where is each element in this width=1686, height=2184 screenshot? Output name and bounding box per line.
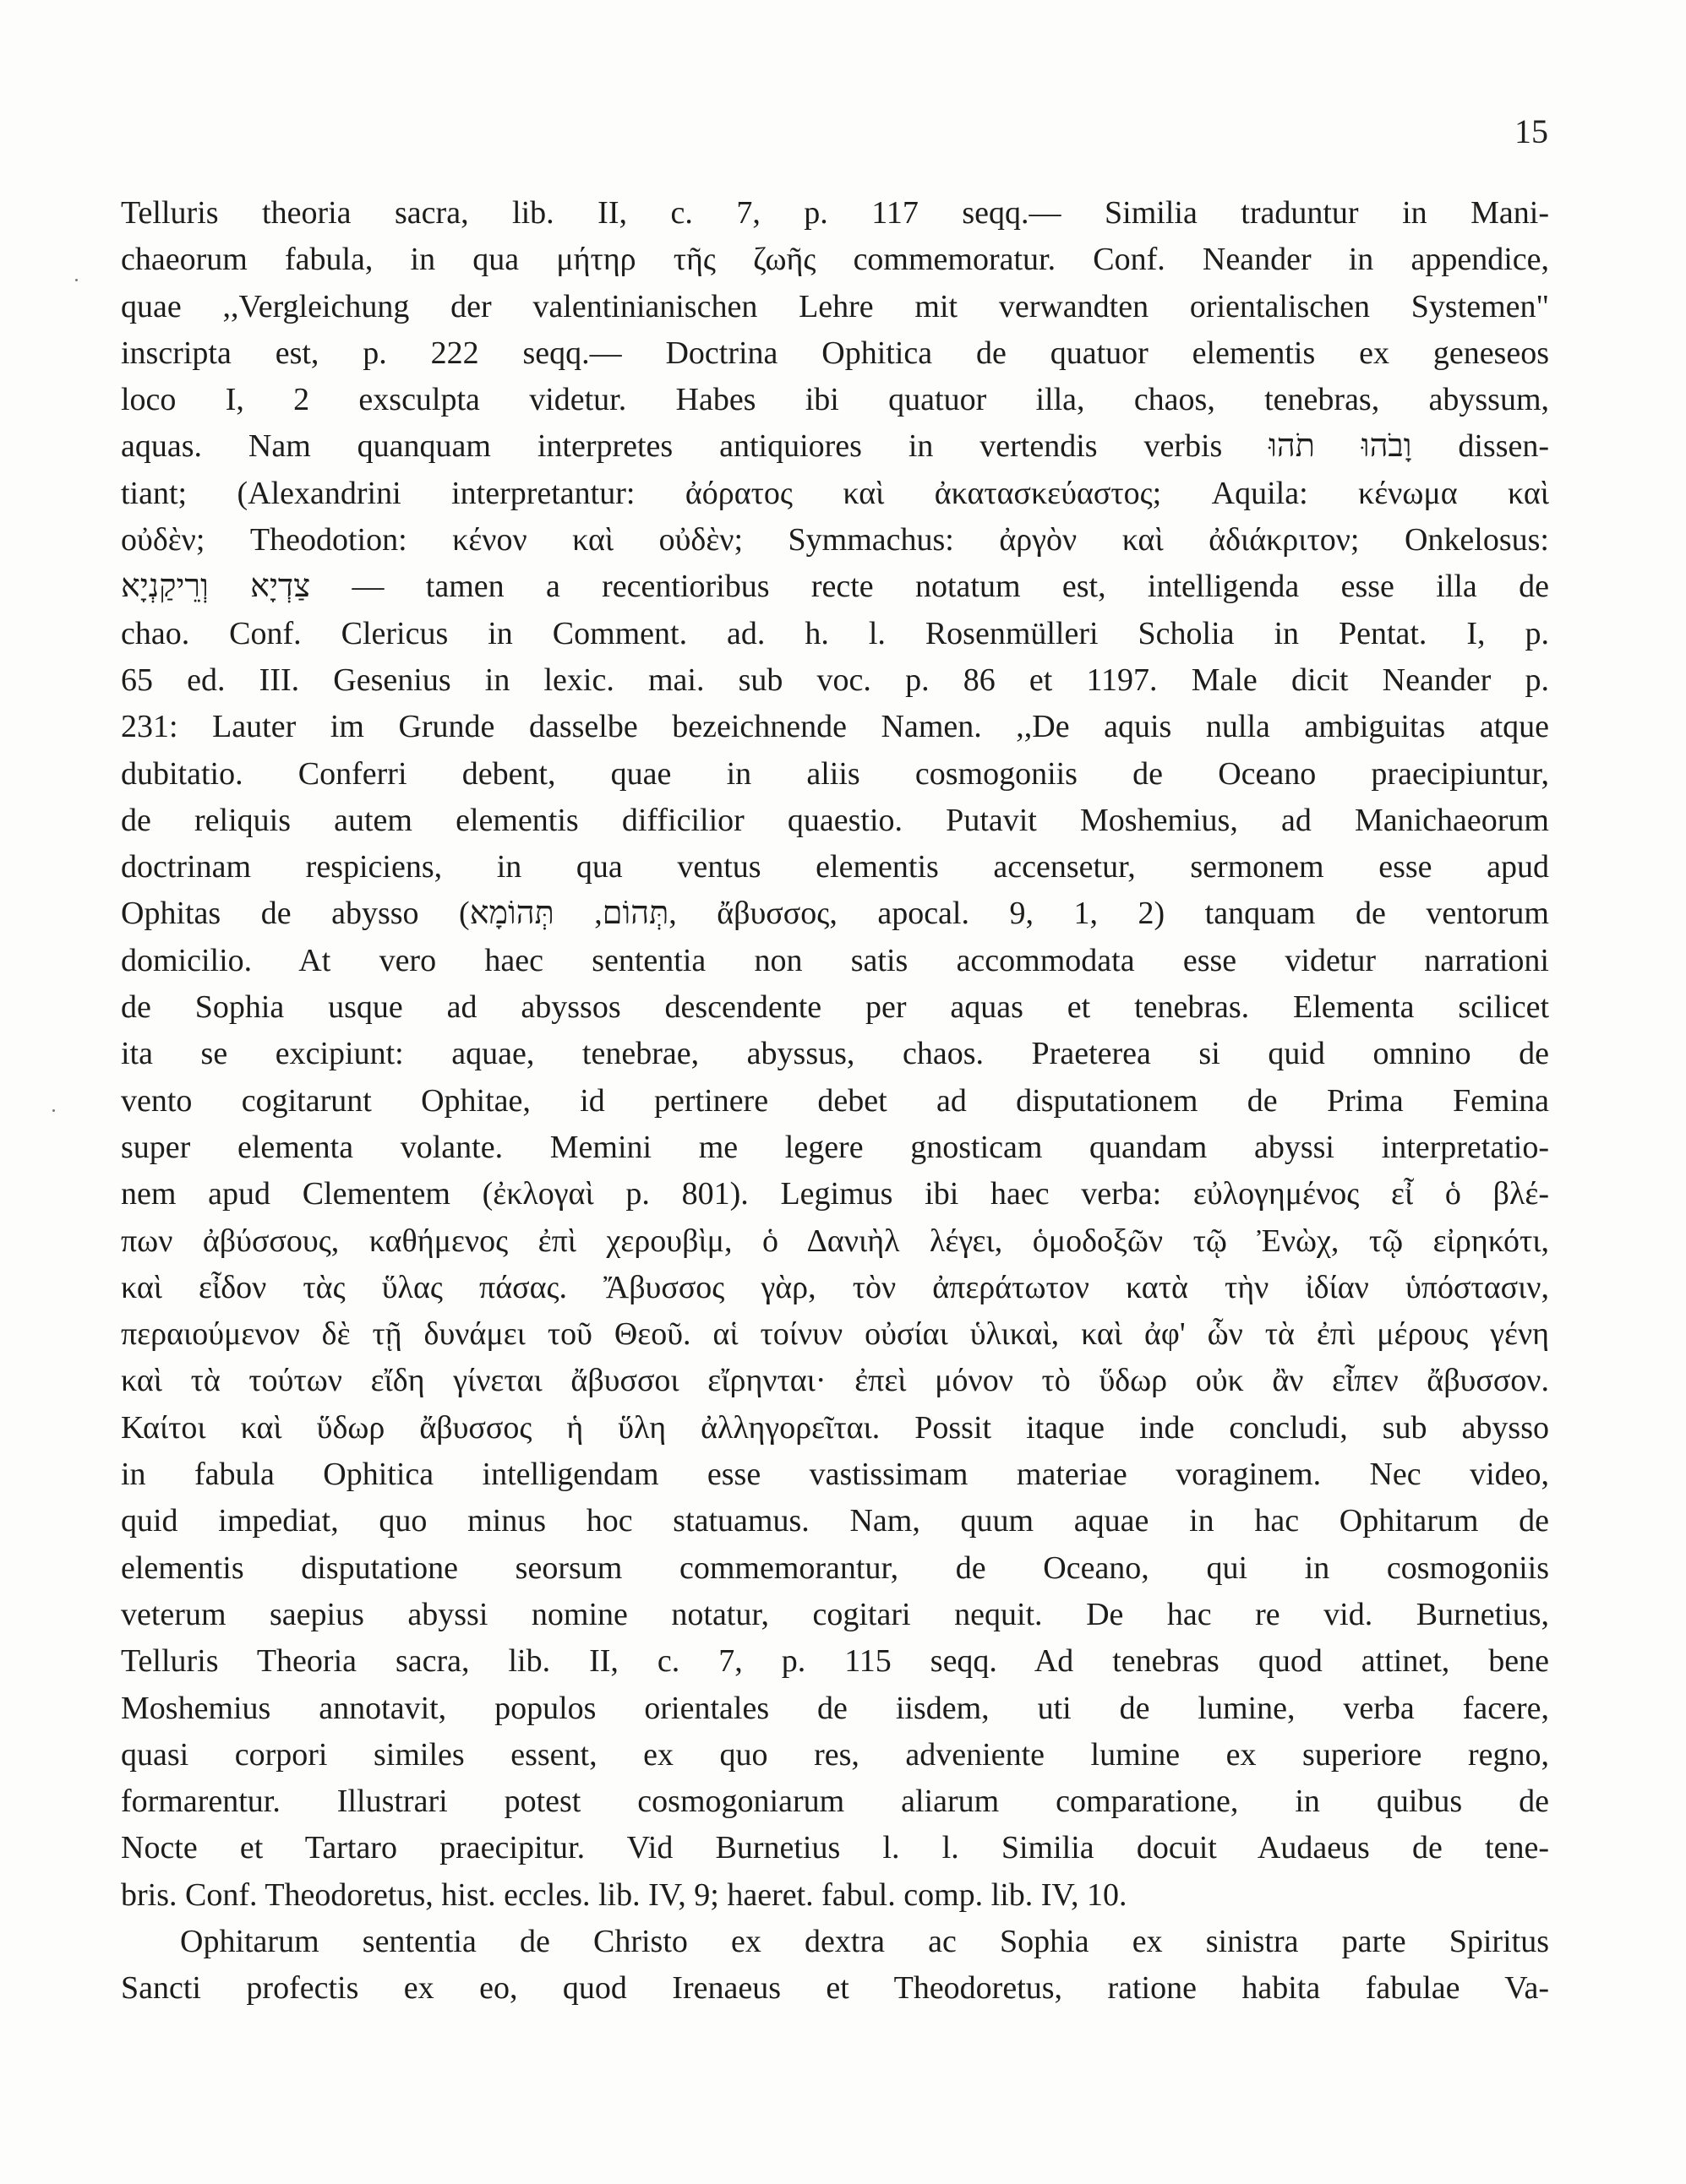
text-line: 65 ed. III. Gesenius in lexic. mai. sub voc. p. 86 et 1197. Male dicit Neander p. (121, 662, 1549, 698)
text-line: quasi corpori similes essent, ex quo res, adveniente lumine ex superiore regno, (121, 1736, 1549, 1773)
text-line: ita se excipiunt: aquae, tenebrae, abyssus, chaos. Praeterea si quid omnino de (121, 1036, 1549, 1072)
text-line: quid impediat, quo minus hoc statuamus. Nam, quum aquae in hac Ophitarum de (121, 1503, 1549, 1539)
text-line: elementis disputatione seorsum commemorantur, de Oceano, qui in cosmogoniis (121, 1549, 1549, 1586)
body-text (121, 190, 1549, 2012)
text-line: καὶ εἶδον τὰς ὕλας πάσας. Ἄβυσσος γὰρ, τὸν ἀπεράτωτον κατὰ τὴν ἰδίαν ὑπόστασιν, (121, 1269, 1549, 1305)
page-number: 15 (1514, 112, 1548, 150)
paper-speck (52, 1109, 55, 1112)
text-line: tiant; (Alexandrini interpretantur: ἀόρατος καὶ ἀκατασκεύαστος; Aquila: κένωμα καὶ (121, 475, 1549, 511)
text-line: οὐδὲν; Theodotion: κένον καὶ οὐδὲν; Symmachus: ἀργὸν καὶ ἀδιάκριτον; Onkelosus: (121, 522, 1549, 558)
text-line: Sancti profectis ex eo, quod Irenaeus et Theodoretus, ratione habita fabulae Va- (121, 1970, 1549, 2007)
text-line: veterum saepius abyssi nomine notatur, cogitari nequit. De hac re vid. Burnetius, (121, 1596, 1549, 1632)
text-line: loco I, 2 exsculpta videtur. Habes ibi quatuor illa, chaos, tenebras, abyssum, (121, 382, 1549, 418)
text-line: πων ἀβύσσους, καθήμενος ἐπὶ χερουβὶμ, ὁ Δανιὴλ λέγει, ὁμοδοξῶν τῷ Ἐνὼχ, τῷ εἰρηκότι, (121, 1223, 1549, 1259)
text-line: Καίτοι καὶ ὕδωρ ἄβυσσος ἡ ὕλη ἀλληγορεῖται. Possit itaque inde concludi, sub abysso (121, 1409, 1549, 1446)
text-line: inscripta est, p. 222 seqq.— Doctrina Ophitica de quatuor elementis ex geneseos (121, 335, 1549, 371)
text-line: de reliquis autem elementis difficilior quaestio. Putavit Moshemius, ad Manichaeorum (121, 802, 1549, 838)
text-line: Ophitarum sententia de Christo ex dextra ac Sophia ex sinistra parte Spiritus (180, 1923, 1549, 1959)
text-line: formarentur. Illustrari potest cosmogoniarum aliarum comparatione, in quibus de (121, 1784, 1549, 1820)
text-line: chao. Conf. Clericus in Comment. ad. h. l. Rosenmülleri Scholia in Pentat. I, p. (121, 615, 1549, 651)
text-line: de Sophia usque ad abyssos descendente per aquas et tenebras. Elementa scilicet (121, 989, 1549, 1026)
text-line: chaeorum fabula, in qua μήτηρ τῆς ζωῆς commemoratur. Conf. Neander in appendice, (121, 242, 1549, 278)
text-line: domicilio. At vero haec sententia non satis accommodata esse videtur narrationi (121, 942, 1549, 978)
text-line: Nocte et Tartaro praecipitur. Vid Burnetius l. l. Similia docuit Audaeus de tene- (121, 1830, 1549, 1866)
text-line: bris. Conf. Theodoretus, hist. eccles. lib. IV, 9; haeret. fabul. comp. lib. IV, 10. (121, 1876, 1127, 1913)
text-line: quae ,,Vergleichung der valentinianischen Lehre mit verwandten orientalischen Systemen" (121, 288, 1549, 324)
text-line: Moshemius annotavit, populos orientales de iisdem, uti de lumine, verba facere, (121, 1690, 1549, 1726)
text-line: vento cogitarunt Ophitae, id pertinere debet ad disputationem de Prima Femina (121, 1082, 1549, 1119)
text-line: Telluris Theoria sacra, lib. II, c. 7, p. 115 seqq. Ad tenebras quod attinet, bene (121, 1643, 1549, 1680)
text-line: καὶ τὰ τούτων εἴδη γίνεται ἄβυσσοι εἴρηνται· ἐπεὶ μόνον τὸ ὕδωρ οὐκ ἂν εἶπεν ἄβυσσον. (121, 1363, 1549, 1399)
text-line: Telluris theoria sacra, lib. II, c. 7, p. 117 seqq.— Similia traduntur in Mani- (121, 195, 1549, 231)
text-line: dubitatio. Conferri debent, quae in aliis cosmogoniis de Oceano praecipiuntur, (121, 755, 1549, 792)
text-line: Ophitas de abysso (תְּהוֹם, תְּהוֹמָא, ἄβυσσος, apocal. 9, 1, 2) tanquam de ventorum (121, 896, 1549, 932)
text-line: in fabula Ophitica intelligendam esse vastissimam materiae voraginem. Nec video, (121, 1457, 1549, 1493)
text-line: nem apud Clementem (ἐκλογαὶ p. 801). Legimus ibi haec verba: εὐλογημένος εἶ ὁ βλέ- (121, 1176, 1549, 1212)
text-line: περαιούμενον δὲ τῇ δυνάμει τοῦ Θεοῦ. αἱ τοίνυν οὐσίαι ὑλικαὶ, καὶ ἀφ' ὧν τὰ ἐπὶ μέρους γένη (121, 1316, 1549, 1353)
text-line: doctrinam respiciens, in qua ventus elementis accensetur, sermonem esse apud (121, 849, 1549, 885)
text-line: super elementa volante. Memini me legere gnosticam quandam abyssi interpretatio- (121, 1129, 1549, 1165)
text-line: aquas. Nam quanquam interpretes antiquiores in vertendis verbis וָבֹהוּ תֹהוּ dissen- (121, 428, 1549, 465)
paper-speck (75, 279, 78, 281)
text-line: צַדְיָא וְרֵיקַנְיָא — tamen a recentioribus recte notatum est, intelligenda esse illa de (121, 569, 1549, 605)
text-line: 231: Lauter im Grunde dasselbe bezeichnende Namen. ,,De aquis nulla ambiguitas atque (121, 709, 1549, 745)
